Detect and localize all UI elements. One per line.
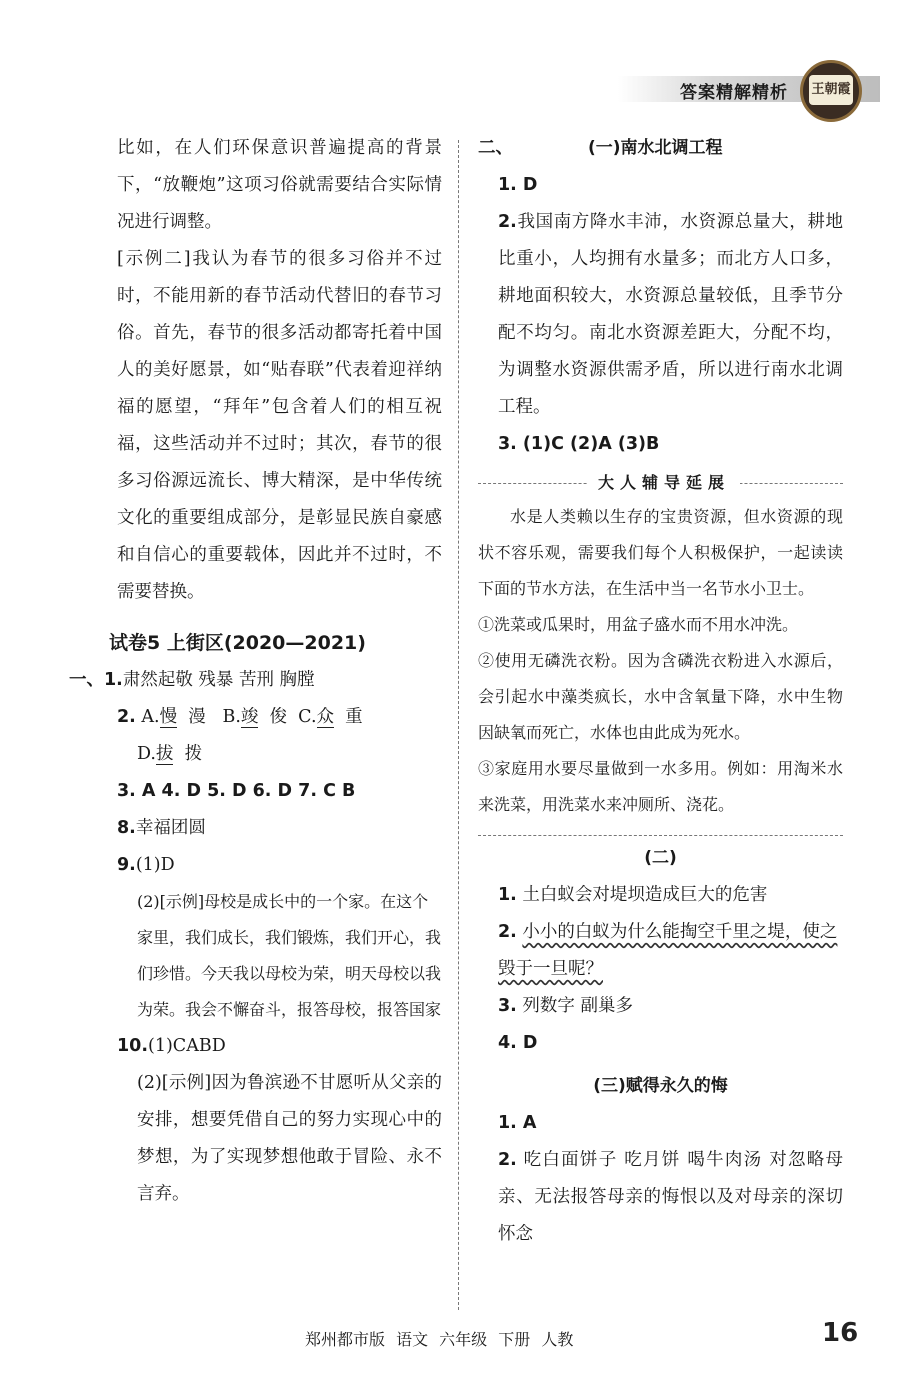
answer-1-number: 1. — [104, 670, 123, 690]
section-separator — [478, 835, 843, 836]
answer-2-c-word-1: 众 — [316, 707, 335, 727]
part-2-answer-2-text: 小小的白蚁为什么能掏空千里之堤，使之毁于一旦呢？ — [498, 922, 838, 979]
answer-10 — [117, 1028, 442, 1065]
part-1-answer-3: 3. (1)C (2)A (3)B — [498, 434, 660, 454]
part-2-answer-1 — [478, 877, 843, 914]
part-1-answer-1: 1. D — [498, 175, 538, 195]
answer-2-a-word-2: 漫 — [188, 707, 206, 727]
brand-logo-text: 王朝霞 — [809, 75, 853, 105]
part-2-answer-3-text: 列数字 副巢多 — [522, 996, 633, 1016]
answer-9 — [117, 847, 442, 884]
answer-2-d-label: D. — [137, 744, 156, 764]
part-3-answer-2-text: 吃白面饼子 吃月饼 喝牛肉汤 对忽略母亲、无法报答母亲的悔恨以及对母亲的深切怀念 — [498, 1150, 843, 1244]
answer-9-number: 9. — [117, 855, 136, 875]
section-2-label: 二、 — [478, 138, 513, 158]
answer-2-a-label: A. — [141, 707, 160, 727]
part-1-answer-2-number: 2. — [498, 212, 517, 232]
answer-2-d-word-1: 拔 — [155, 744, 174, 764]
part-2-answer-1-text: 土白蚁会对堤坝造成巨大的危害 — [522, 885, 768, 905]
answer-1-text: 肃然起敬 残暴 苦刑 胸膛 — [122, 670, 315, 690]
left-paragraph-1: 比如，在人们环保意识普遍提高的背景下，“放鞭炮”这项习俗就需要结合实际情况进行调整。 — [117, 138, 442, 232]
part-1-answer-2-text: 我国南方降水丰沛，水资源总量大，耕地比重小，人均拥有水量多；而北方人口多，耕地面积较大，水资源总量较低，且季节分配不均匀。南北水资源差距大，分配不均，为调整水资源供需矛盾，所以进行南水北调工程。 — [498, 212, 843, 417]
extension-intro: 水是人类赖以生存的宝贵资源，但水资源的现状不容乐观，需要我们每个人积极保护，一起读读下面的节水方法，在生活中当一名节水小卫士。 — [478, 507, 843, 598]
part-3-answer-2-number: 2. — [498, 1150, 517, 1170]
answer-2-b-label: B. — [222, 707, 241, 727]
left-column — [69, 130, 442, 1213]
answer-10-part-2: (2)[示例]因为鲁滨逊不甘愿听从父亲的安排，想要凭借自己的努力实现心中的梦想，为了实现梦想他敢于冒险、永不言弃。 — [137, 1073, 442, 1204]
banner-title: 大人辅导延展 — [588, 469, 740, 497]
section-2-heading — [478, 130, 843, 167]
answer-2-d — [117, 736, 442, 773]
answer-1 — [69, 662, 442, 699]
extension-banner — [478, 469, 843, 497]
part-2-answer-2 — [478, 914, 843, 988]
part-3-title: (三)赋得永久的悔 — [593, 1076, 728, 1096]
paper-title: 试卷5 上街区(2020—2021) — [109, 632, 366, 654]
answer-9-part-2: (2)[示例]母校是成长中的一个家。在这个家里，我们成长，我们锻炼，我们开心，我们珍惜。今天我以母校为荣，明天母校以我为荣。我会不懈奋斗，报答母校，报答国家 — [137, 892, 442, 1019]
answer-2-c-label: C. — [298, 707, 317, 727]
answer-2-d-word-2: 拨 — [184, 744, 203, 764]
brand-logo — [800, 60, 862, 122]
answer-2-b-word-1: 竣 — [240, 707, 259, 727]
part-3-answer-1: 1. A — [498, 1113, 537, 1133]
part-1-answer-2 — [478, 204, 843, 426]
part-1-title: (一)南水北调工程 — [588, 138, 723, 158]
column-divider — [458, 140, 459, 1310]
answers-3-to-7: 3. A 4. D 5. D 6. D 7. C B — [117, 781, 356, 801]
header-title: 答案精解精析 — [680, 83, 788, 103]
answer-10-number: 10. — [117, 1036, 149, 1056]
answer-2-number: 2. — [117, 707, 136, 727]
part-2-answer-2-number: 2. — [498, 922, 517, 942]
part-2-answer-3-number: 3. — [498, 996, 517, 1016]
part-2-title: (二) — [644, 848, 677, 868]
page-number: 16 — [822, 1318, 859, 1348]
extension-tip-2: ②使用无磷洗衣粉。因为含磷洗衣粉进入水源后，会引起水中藻类疯长，水中含氧量下降，水中生物因缺氧而死亡，水体也由此成为死水。 — [478, 651, 843, 742]
answer-2-b-word-2: 俊 — [269, 707, 288, 727]
part-3-answer-2 — [478, 1142, 843, 1253]
answer-2 — [117, 699, 442, 736]
right-column — [478, 130, 843, 1253]
answer-2-c-word-2: 重 — [345, 707, 363, 727]
answer-2-a-word-1: 慢 — [159, 707, 178, 727]
answer-9-part-1: (1)D — [135, 855, 175, 875]
answer-8-number: 8. — [117, 818, 136, 838]
footer-info: 郑州都市版 语文 六年级 下册 人教 — [305, 1330, 574, 1349]
answer-8 — [117, 810, 442, 847]
answer-8-text: 幸福团圆 — [135, 818, 206, 838]
section-1-label: 一、 — [69, 670, 104, 690]
part-2-answer-4: 4. D — [498, 1033, 538, 1053]
left-paragraph-2: [示例二]我认为春节的很多习俗并不过时，不能用新的春节活动代替旧的春节习俗。首先，春节的很多活动都寄托着中国人的美好愿景，如“贴春联”代表着迎祥纳福的愿望，“拜年”包含着人们的相互祝福，这些活动并不过时；其次，春节的很多习俗源远流长、博大精深，是中华传统文化的重要组成部分，是彰显民族自豪感和自信心的重要载体，因此并不过时，不需要替换。 — [117, 249, 442, 602]
part-2-answer-3 — [478, 988, 843, 1025]
part-2-answer-1-number: 1. — [498, 885, 517, 905]
answer-10-part-1: (1)CABD — [148, 1036, 226, 1056]
extension-tip-1: ①洗菜或瓜果时，用盆子盛水而不用水冲洗。 — [478, 615, 799, 634]
extension-tip-3: ③家庭用水要尽量做到一水多用。例如：用淘米水来洗菜，用洗菜水来冲厕所、浇花。 — [478, 759, 843, 814]
